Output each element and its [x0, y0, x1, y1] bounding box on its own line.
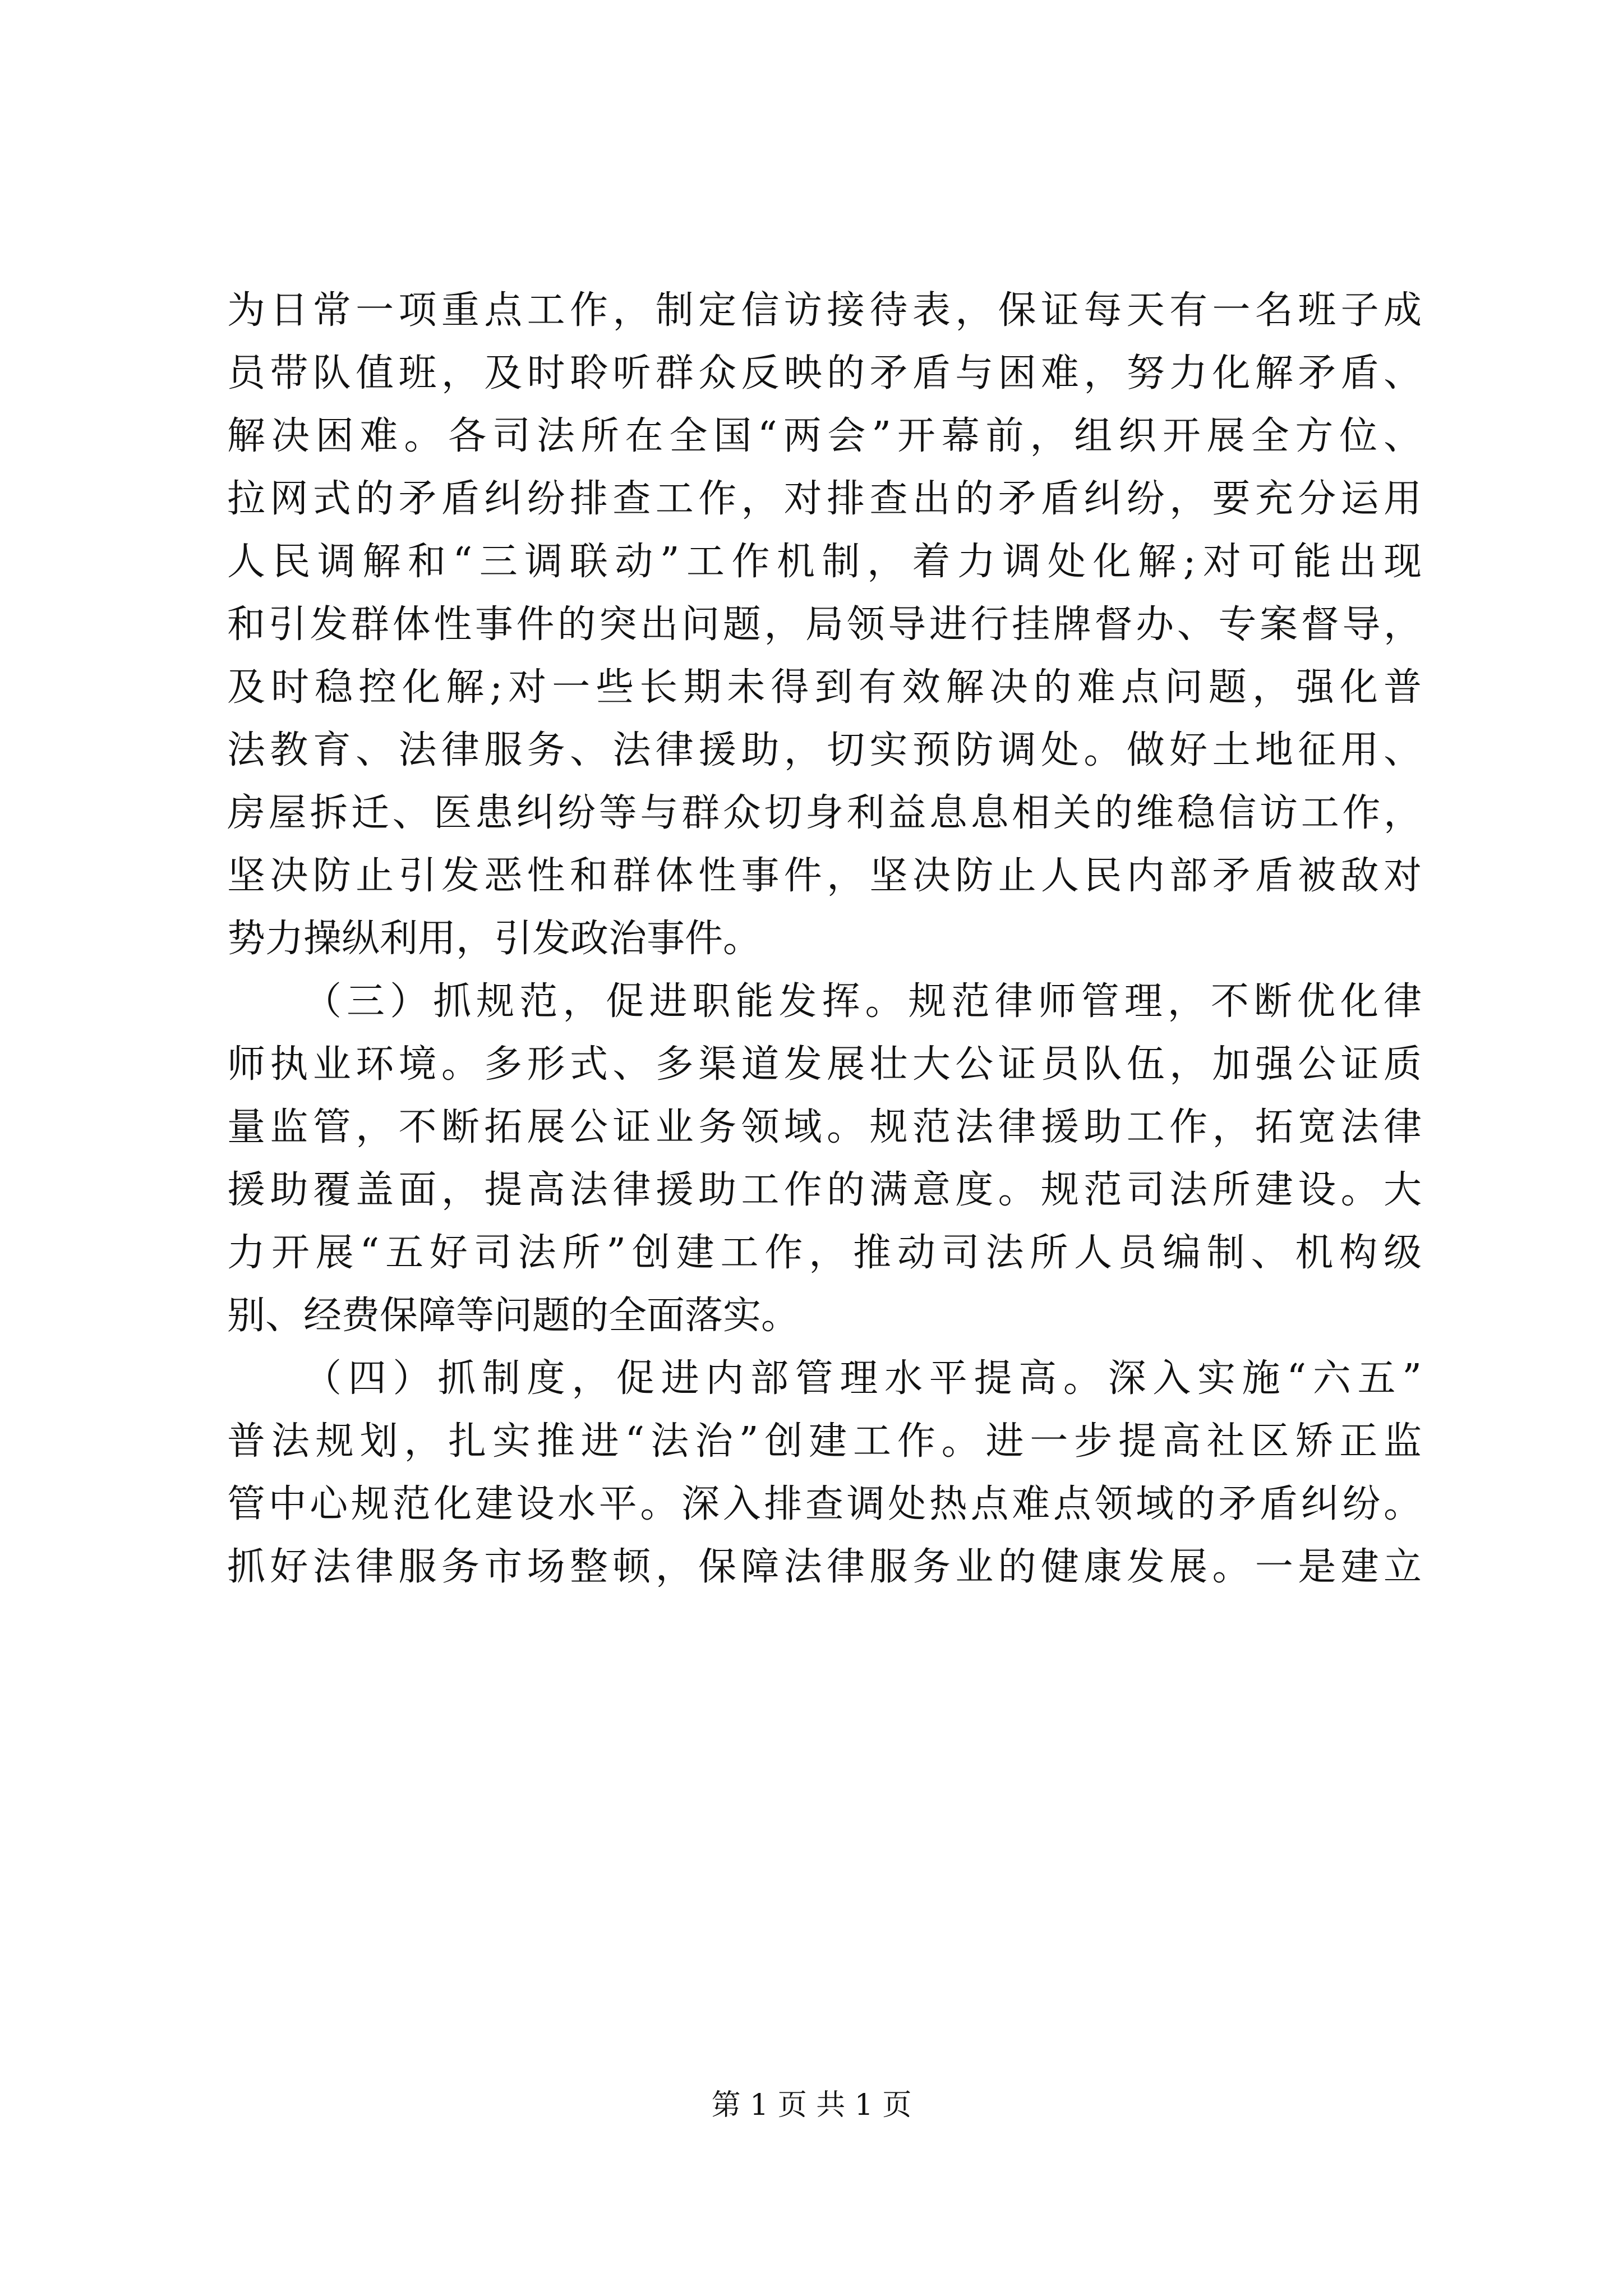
paragraph-end-line: 别、经费保障等问题的全面落实。 [227, 1294, 800, 1338]
paragraph-end-line: 势力操纵利用，引发政治事件。 [227, 917, 762, 961]
paragraph-start-line: （四）抓制度，促进内部管理水平提高。深入实施“六五” [303, 1356, 1422, 1401]
paragraph-start-line: （三）抓规范，促进职能发挥。规范律师管理，不断优化律 [303, 979, 1422, 1024]
text-line: 力开展“五好司法所”创建工作，推动司法所人员编制、机构级 [227, 1231, 1422, 1275]
text-line: 坚决防止引发恶性和群体性事件，坚决防止人民内部矛盾被敌对 [227, 854, 1422, 898]
text-line: 拉网式的矛盾纠纷排查工作，对排查出的矛盾纠纷，要充分运用 [227, 477, 1422, 521]
page-number-footer: 第 1 页 共 1 页 [711, 2088, 912, 2122]
text-line: 房屋拆迁、医患纠纷等与群众切身利益息息相关的维稳信访工作， [227, 791, 1422, 835]
text-line: 及时稳控化解;对一些长期未得到有效解决的难点问题，强化普 [227, 665, 1422, 710]
text-line: 解决困难。各司法所在全国“两会”开幕前，组织开展全方位、 [227, 414, 1422, 458]
text-line: 和引发群体性事件的突出问题，局领导进行挂牌督办、专案督导， [227, 602, 1422, 647]
text-line: 管中心规范化建设水平。深入排查调处热点难点领域的矛盾纠纷。 [227, 1482, 1422, 1526]
text-line: 量监管，不断拓展公证业务领域。规范法律援助工作，拓宽法律 [227, 1105, 1422, 1149]
document-body [227, 279, 1422, 1599]
text-line: 抓好法律服务市场整顿，保障法律服务业的健康发展。一是建立 [227, 1545, 1422, 1589]
text-line: 普法规划，扎实推进“法治”创建工作。进一步提高社区矫正监 [227, 1419, 1422, 1464]
text-line: 援助覆盖面，提高法律援助工作的满意度。规范司法所建设。大 [227, 1168, 1422, 1212]
text-line: 法教育、法律服务、法律援助，切实预防调处。做好土地征用、 [227, 728, 1422, 772]
text-line: 师执业环境。多形式、多渠道发展壮大公证员队伍，加强公证质 [227, 1042, 1422, 1087]
text-line: 员带队值班，及时聆听群众反映的矛盾与困难，努力化解矛盾、 [227, 351, 1422, 395]
text-line: 为日常一项重点工作，制定信访接待表，保证每天有一名班子成 [227, 288, 1422, 333]
text-line: 人民调解和“三调联动”工作机制，着力调处化解;对可能出现 [227, 540, 1422, 584]
